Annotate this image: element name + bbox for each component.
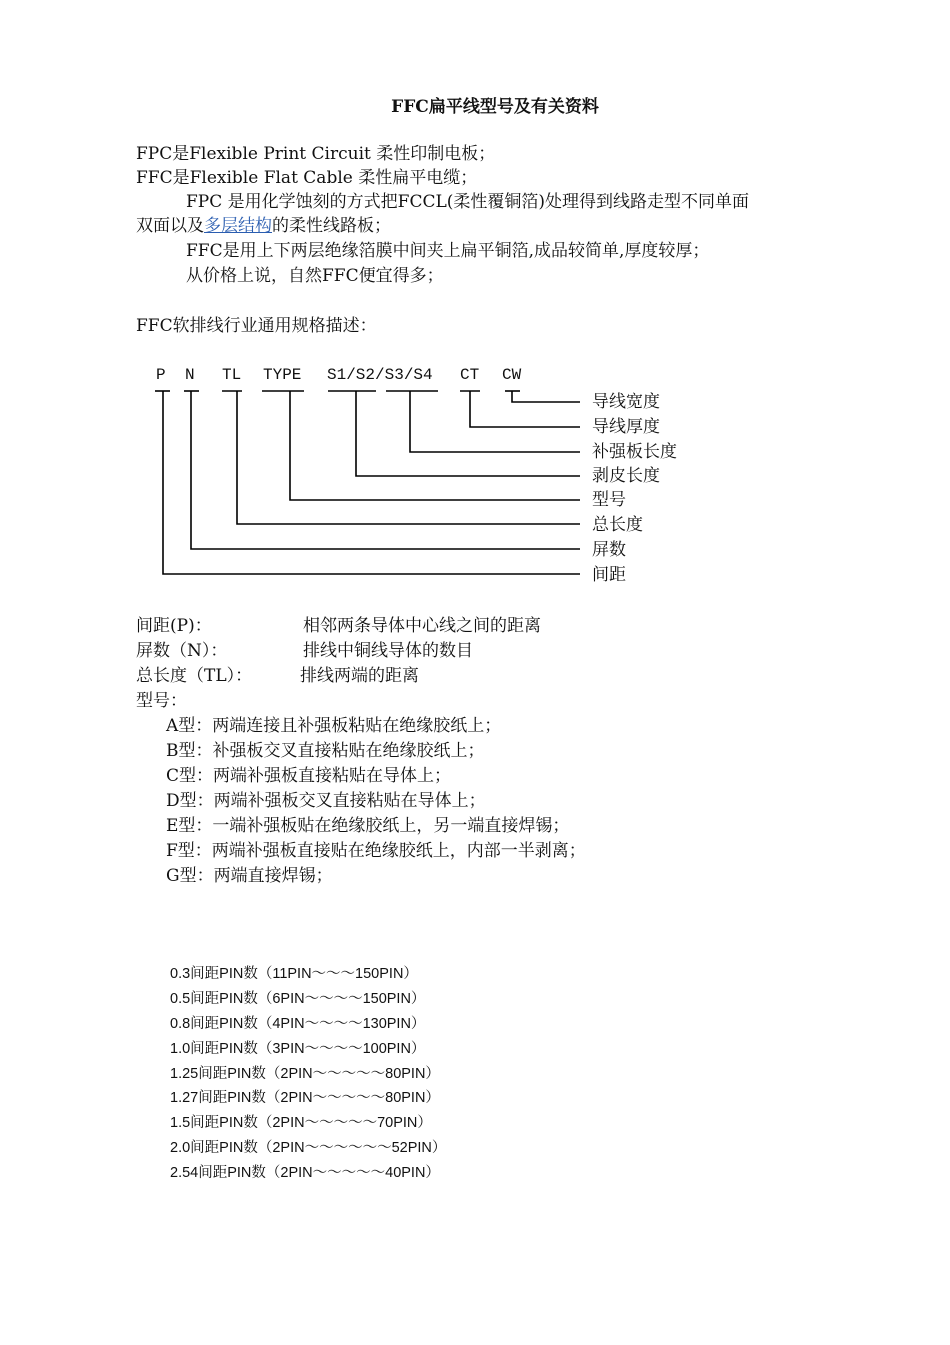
pin-count-item: 2.54间距PIN数（2PIN～～～～～40PIN） (170, 1165, 440, 1181)
def-length-desc: 排线两端的距离 (300, 666, 419, 686)
connector-ct (470, 391, 580, 427)
pin-count-item: 1.5间距PIN数（2PIN～～～～～70PIN） (170, 1115, 432, 1131)
intro-line-ffc-desc: FFC是用上下两层绝缘箔膜中间夹上扁平铜箔,成品较简单,厚度较厚； (186, 241, 710, 261)
pin-count-item: 0.8间距PIN数（4PIN～～～～130PIN） (170, 1016, 426, 1032)
type-item: F型：两端补强板直接贴在绝缘胶纸上，内部一半剥离； (166, 841, 586, 861)
page-title: FFC扁平线型号及有关资料 (391, 97, 599, 117)
intro-line-price: 从价格上说，自然FFC便宜得多； (186, 266, 444, 286)
type-item: E型：一端补强板贴在绝缘胶纸上，另一端直接焊锡； (166, 816, 570, 836)
multilayer-structure-link[interactable]: 多层结构 (204, 216, 272, 236)
connector-cw (512, 391, 580, 402)
connector-s12 (356, 391, 580, 476)
code-type: TYPE (263, 366, 302, 384)
pin-count-item: 0.5间距PIN数（6PIN～～～～150PIN） (170, 991, 426, 1007)
label-pitch: 间距 (592, 565, 626, 585)
type-item: G型：两端直接焊锡； (166, 866, 333, 886)
intro-text-pre: 双面以及 (136, 216, 204, 236)
intro-line-ffc: FFC是Flexible Flat Cable 柔性扁平电缆； (136, 168, 478, 188)
def-count-term: 屏数（N）： (136, 641, 228, 661)
code-s: S1/S2/S3/S4 (327, 366, 433, 384)
type-item: C型：两端补强板直接粘贴在导体上； (166, 766, 452, 786)
connector-n (191, 391, 580, 549)
intro-text-post: 的柔性线路板； (272, 216, 391, 236)
intro-line-fpc-desc: FPC 是用化学蚀刻的方式把FCCL(柔性覆铜箔)处理得到线路走型不同单面 (186, 192, 750, 212)
type-item: A型：两端连接且补强板粘贴在绝缘胶纸上； (166, 716, 502, 736)
type-item: D型：两端补强板交叉直接粘贴在导体上； (166, 791, 486, 811)
label-stiffener-length: 补强板长度 (592, 442, 677, 462)
connector-s34 (410, 391, 580, 452)
code-cw: CW (502, 366, 522, 384)
code-p: P (156, 366, 166, 384)
code-ct: CT (460, 366, 480, 384)
connector-tl (237, 391, 580, 524)
types-heading: 型号： (136, 691, 187, 711)
def-length-term: 总长度（TL）： (136, 666, 253, 686)
def-count-desc: 排线中铜线导体的数目 (303, 641, 473, 661)
label-wire-thickness: 导线厚度 (592, 417, 660, 437)
label-type: 型号 (592, 490, 626, 510)
pin-count-item: 1.0间距PIN数（3PIN～～～～100PIN） (170, 1041, 426, 1057)
def-pitch-desc: 相邻两条导体中心线之间的距离 (303, 616, 541, 636)
def-pitch-term: 间距(P)： (136, 616, 212, 636)
code-n: N (185, 366, 195, 384)
spec-heading: FFC软排线行业通用规格描述： (136, 316, 377, 336)
code-tl: TL (222, 366, 242, 384)
label-total-length: 总长度 (592, 515, 643, 535)
pin-count-item: 2.0间距PIN数（2PIN～～～～～～52PIN） (170, 1140, 447, 1156)
label-wire-width: 导线宽度 (592, 392, 660, 412)
type-item: B型：补强板交叉直接粘贴在绝缘胶纸上； (166, 741, 485, 761)
pin-count-item: 1.25间距PIN数（2PIN～～～～～80PIN） (170, 1066, 440, 1082)
label-strip-length: 剥皮长度 (592, 466, 660, 486)
pin-count-item: 0.3间距PIN数（11PIN～～～150PIN） (170, 966, 418, 982)
label-pin-count: 屏数 (592, 540, 626, 560)
pin-count-item: 1.27间距PIN数（2PIN～～～～～80PIN） (170, 1090, 440, 1106)
intro-line-fpc: FPC是Flexible Print Circuit 柔性印制电板； (136, 144, 496, 164)
connector-type (290, 391, 580, 500)
connector-p (163, 391, 580, 574)
